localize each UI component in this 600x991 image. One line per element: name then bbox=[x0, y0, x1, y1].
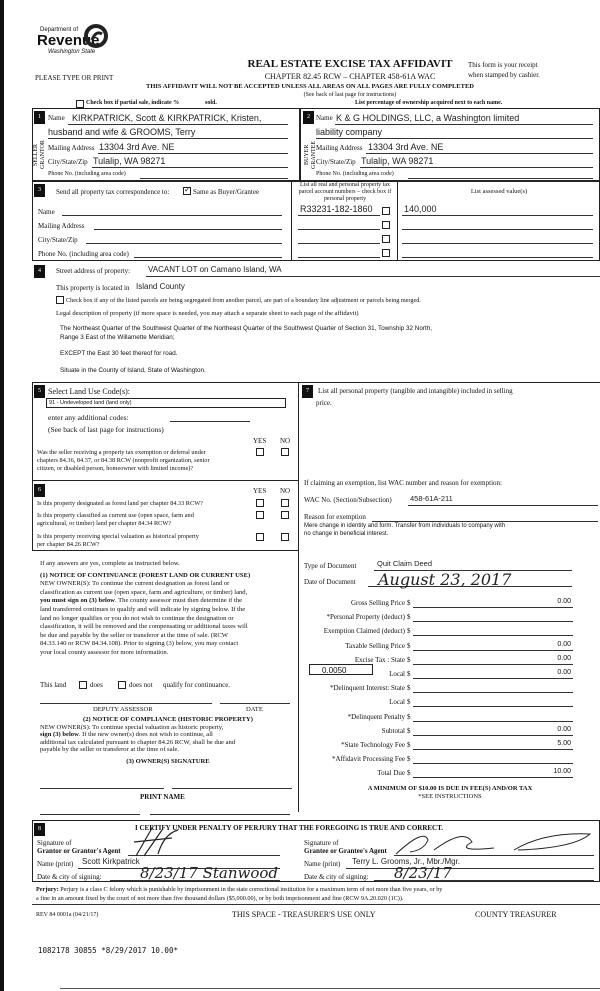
owner-signature-line[interactable] bbox=[172, 788, 292, 789]
personal-property-checkbox[interactable] bbox=[382, 207, 390, 215]
perjury-certification: I CERTIFY UNDER PENALTY OF PERJURY THAT THE FOREGOING IS TRUE AND CORRECT. bbox=[135, 824, 444, 832]
notice-text: NEW OWNER(S): To continue special valuation as historic property, bbox=[40, 723, 224, 731]
notice-text-bold: sign (3) below bbox=[40, 731, 79, 739]
fee-label: Gross Selling Price bbox=[350, 599, 405, 607]
assessed-value[interactable]: 140,000 bbox=[404, 204, 437, 214]
perjury-text: Perjury is a class C felony which is punishable by imprisonment in the state correctional institution for a maximum term of not more than five years, or by bbox=[58, 886, 443, 893]
fee-label: Subtotal bbox=[381, 726, 405, 735]
fee-line bbox=[413, 607, 573, 608]
notice-text-bold: you must sign on (3) below bbox=[40, 597, 115, 605]
fee-line bbox=[413, 664, 573, 665]
exemption-reason-text[interactable]: no change in beneficial interest. bbox=[304, 531, 389, 537]
fee-label: Total Due bbox=[377, 769, 405, 778]
correspondence-city-field[interactable] bbox=[86, 243, 282, 244]
buyer-name-line2[interactable]: liability company bbox=[316, 127, 383, 137]
notice-text: NEW OWNER(S): To continue the current designation as forest land or bbox=[40, 580, 230, 588]
city-label: City/State/Zip bbox=[48, 158, 88, 166]
form-revision: REV 84 0001a (04/21/17) bbox=[36, 912, 99, 918]
notice-text: classification, it will be removed and the compensating or additional taxes will bbox=[40, 623, 248, 631]
see-back-note: (See back of last page for instructions) bbox=[303, 92, 397, 98]
historic-yes-checkbox[interactable] bbox=[256, 533, 264, 541]
yes-header: YES bbox=[253, 437, 267, 445]
fee-value[interactable]: 5.00 bbox=[557, 740, 571, 747]
currency-symbol: $ bbox=[407, 755, 411, 764]
section-number: 1 bbox=[34, 111, 45, 124]
section-number: 4 bbox=[34, 265, 45, 278]
wac-label: WAC No. (Section/Subsection) bbox=[304, 496, 392, 504]
date-city-label: Date & city of signing: bbox=[304, 873, 369, 881]
fee-label: Local bbox=[389, 698, 405, 707]
exemption-no-checkbox[interactable] bbox=[281, 448, 289, 456]
currency-symbol: $ bbox=[407, 769, 411, 778]
deputy-assessor-line[interactable] bbox=[40, 703, 212, 704]
perjury-text: a fine in an amount fixed by the court of not more than five thousand dollars ($5,000.00), or by both imprisonment and fine (RCW 9A.20.020 (1C)). bbox=[36, 895, 404, 902]
logo-line2: Revenue bbox=[37, 32, 100, 49]
does-not-qualify-checkbox[interactable] bbox=[118, 681, 126, 689]
street-address-label: Street address of property: bbox=[56, 267, 131, 275]
name-print-label: Name (print) bbox=[304, 860, 341, 868]
currency-symbol: $ bbox=[407, 670, 411, 678]
fee-value[interactable]: 0.00 bbox=[557, 598, 571, 605]
yes-header: YES bbox=[253, 487, 267, 495]
correspondence-phone-field[interactable] bbox=[134, 257, 282, 258]
question-text: citizen, or disabled person, homeowner with limited income)? bbox=[37, 465, 194, 472]
segregation-checkbox[interactable] bbox=[56, 296, 64, 304]
county-treasurer-label: COUNTY TREASURER bbox=[475, 910, 557, 919]
print-name-label: PRINT NAME bbox=[140, 793, 185, 801]
grantee-date-field[interactable]: 8/23/17 bbox=[394, 864, 452, 882]
seller-address-field[interactable]: 13304 3rd Ave. NE bbox=[99, 142, 175, 152]
notice-text: classification as current use (open space, farm and agriculture, or timber) land, bbox=[40, 588, 248, 596]
seller-side-label: SELLER GRANTOR bbox=[33, 140, 46, 170]
located-label: This property is located in bbox=[56, 284, 130, 292]
fee-label: *Personal Property (deduct) bbox=[326, 613, 405, 622]
personal-property-checkbox[interactable] bbox=[382, 249, 390, 257]
deputy-assessor-label: DEPUTY ASSESSOR bbox=[93, 706, 153, 713]
owner-signature-title: (3) OWNER(S) SIGNATURE bbox=[126, 757, 210, 765]
minimum-fee-notice: A MINIMUM OF $10.00 IS DUE IN FEE(S) AND/OR TAX bbox=[367, 785, 533, 792]
fee-label: *Delinquent Interest: State bbox=[329, 684, 405, 693]
acceptance-warning: THIS AFFIDAVIT WILL NOT BE ACCEPTED UNLESS ALL AREAS ON ALL PAGES ARE FULLY COMPLETED bbox=[146, 83, 474, 90]
question-text: Was the seller receiving a property tax exemption or deferral under bbox=[37, 449, 206, 456]
name-print-label: Name (print) bbox=[37, 860, 74, 868]
correspondence-address-field[interactable] bbox=[94, 229, 282, 230]
send-correspondence-label: Send all property tax correspondence to: bbox=[56, 188, 170, 196]
assessed-value-header: List assessed value(s) bbox=[470, 188, 528, 195]
section-number: 2 bbox=[303, 111, 314, 124]
form-title: REAL ESTATE EXCISE TAX AFFIDAVIT bbox=[247, 58, 453, 70]
date-label: DATE bbox=[246, 706, 263, 713]
no-header: NO bbox=[280, 437, 291, 445]
buyer-address-field[interactable]: 13304 3rd Ave. NE bbox=[368, 142, 444, 152]
section-number: 3 bbox=[34, 184, 45, 197]
legal-description-label: Legal description of property (if more space is needed, you may attach a separate sheet to each page of the affidavit) bbox=[56, 310, 359, 317]
doc-date-label: Date of Document bbox=[304, 578, 356, 586]
county-field[interactable]: Island County bbox=[136, 282, 185, 291]
currency-symbol: $ bbox=[407, 684, 411, 693]
fee-value[interactable]: 0.00 bbox=[557, 640, 571, 648]
if-yes-text: If any answers are yes, complete as instructed below. bbox=[40, 560, 180, 567]
grantor-signature bbox=[128, 824, 188, 860]
notice-text: land transferred continues to qualify and will indicate by signing below. If the bbox=[40, 605, 246, 613]
does-qualify-checkbox[interactable] bbox=[79, 681, 87, 689]
buyer-side-label: BUYER GRANTEE bbox=[304, 141, 317, 169]
currency-symbol: $ bbox=[407, 698, 411, 707]
exemption-yes-checkbox[interactable] bbox=[256, 448, 264, 456]
currency-symbol: $ bbox=[407, 655, 411, 664]
correspondence-name-field[interactable] bbox=[62, 215, 282, 216]
grantor-date-city-field[interactable]: 8/23/17 Stanwood bbox=[140, 864, 279, 882]
fee-line bbox=[413, 635, 573, 636]
signature-of-label: Signature of bbox=[37, 839, 72, 847]
grantee-agent-label: Grantee or Grantee's Agent bbox=[304, 847, 387, 855]
phone-label: Phone No. (including area code) bbox=[48, 171, 126, 177]
name-label: Name bbox=[316, 114, 333, 122]
logo-swirl-icon bbox=[84, 24, 108, 48]
does-not-label: does not bbox=[129, 681, 153, 689]
legal-description-line: Situate in the County of Island, State of Washington. bbox=[60, 367, 206, 374]
exemption-label: If claiming an exemption, list WAC number and reason for exemption: bbox=[304, 479, 502, 487]
currency-symbol: $ bbox=[407, 613, 411, 622]
grantee-name-field[interactable]: Terry L. Grooms, Jr., Mbr./Mgr. bbox=[352, 857, 461, 866]
fee-line bbox=[413, 678, 573, 679]
treasurer-use-label: THIS SPACE - TREASURER'S USE ONLY bbox=[232, 910, 376, 919]
land-use-value: 91 - Undeveloped land (land only) bbox=[49, 400, 132, 406]
notice-text: payable by the seller or transferor at the time of sale. bbox=[40, 746, 179, 754]
ownership-note: List percentage of ownership acquired next to each name. bbox=[355, 100, 503, 106]
wac-field[interactable]: 458-61A-211 bbox=[410, 494, 453, 503]
doc-date-field[interactable]: August 23, 2017 bbox=[378, 570, 512, 589]
mailing-address-label: Mailing Address bbox=[38, 222, 85, 230]
parcel-header: List all real and personal property tax parcel account numbers – check box if personal property bbox=[298, 182, 392, 202]
street-address-field[interactable]: VACANT LOT on Camano Island, WA bbox=[148, 265, 282, 274]
fee-line bbox=[413, 706, 573, 707]
legal-description-line: EXCEPT the East 30 feet thereof for road. bbox=[60, 350, 178, 357]
fee-value[interactable]: 10.00 bbox=[553, 768, 571, 776]
question-text: Is this property receiving special valuation as historical property bbox=[37, 533, 199, 540]
fee-line bbox=[413, 777, 573, 778]
fee-line bbox=[413, 650, 573, 651]
assessor-date-line[interactable] bbox=[220, 703, 290, 704]
notice-text: be due and payable by the seller or transferor at the time of sale. (RCW bbox=[40, 631, 229, 639]
notice-text: . The county assessor must then determine if the bbox=[114, 597, 243, 605]
buyer-city-field[interactable]: Tulalip, WA 98271 bbox=[361, 156, 434, 166]
land-use-title: Select Land Use Code(s): bbox=[48, 387, 130, 396]
parcel-number[interactable]: R33231-182-1860 bbox=[300, 204, 373, 214]
legal-description-line: Range 3 East of the Willamette Meridian; bbox=[60, 334, 175, 341]
historic-no-checkbox[interactable] bbox=[281, 533, 289, 541]
partial-sale-label: Check box if partial sale, indicate % bbox=[86, 100, 180, 106]
mailing-address-label: Mailing Address bbox=[316, 144, 363, 152]
please-type: PLEASE TYPE OR PRINT bbox=[35, 74, 114, 82]
local-rate-value: 0.0050 bbox=[322, 666, 347, 675]
notice-block bbox=[40, 560, 296, 658]
notice-text: . If the new owner(s) does not wish to continue, all bbox=[78, 731, 213, 739]
current-use-yes-checkbox[interactable] bbox=[256, 511, 264, 519]
partial-sale-checkbox[interactable] bbox=[76, 100, 84, 108]
fee-value[interactable]: 0.00 bbox=[557, 725, 571, 733]
seller-name-line2[interactable]: husband and wife & GROOMS, Terry bbox=[48, 127, 196, 137]
personal-property-checkbox[interactable] bbox=[382, 221, 390, 229]
fee-line bbox=[413, 763, 573, 764]
notice-text: 84.33.140 or RCW 84.34.108). Prior to signing (3) below, you may contact bbox=[40, 640, 239, 648]
scan-edge bbox=[0, 0, 4, 991]
question-text: Is this property classified as current use (open space, farm and bbox=[37, 512, 194, 519]
doc-type-field[interactable]: Quit Claim Deed bbox=[377, 559, 433, 568]
section-number: 8 bbox=[34, 823, 45, 836]
additional-codes-label: enter any additional codes: bbox=[48, 413, 129, 422]
currency-symbol: $ bbox=[407, 726, 411, 735]
notice-compliance-title: (2) NOTICE OF COMPLIANCE (HISTORIC PROPERTY) bbox=[83, 716, 253, 723]
doc-type-label: Type of Document bbox=[304, 562, 357, 570]
grantor-agent-label: Grantor or Grantor's Agent bbox=[37, 847, 121, 855]
currency-symbol: $ bbox=[407, 641, 411, 650]
notice-text: additional tax calculated pursuant to chapter 84.26 RCW, shall be due and bbox=[40, 738, 236, 746]
fee-line bbox=[413, 621, 573, 622]
currency-symbol: $ bbox=[407, 712, 411, 721]
compliance-block bbox=[40, 716, 296, 766]
currency-symbol: $ bbox=[407, 627, 411, 636]
reason-label: Reason for exemption bbox=[304, 513, 366, 521]
segregation-label: Check box if any of the listed parcels are being segregated from another parcel, are part of a boundary line adjustment or parcels being merged. bbox=[66, 297, 421, 304]
exemption-reason-text[interactable]: Mere change in identity and form. Transfer from individuals to company with bbox=[304, 523, 506, 529]
forest-yes-checkbox[interactable] bbox=[256, 499, 264, 507]
question-text: per chapter 84.26 RCW? bbox=[37, 541, 100, 548]
fee-line bbox=[413, 692, 573, 693]
currency-symbol: $ bbox=[407, 599, 411, 607]
fee-label: *Delinquent Penalty bbox=[347, 712, 405, 721]
name-label: Name bbox=[38, 208, 55, 216]
qualify-label: qualify for continuance. bbox=[163, 681, 231, 689]
section-number: 5 bbox=[34, 385, 45, 398]
no-header: NO bbox=[280, 487, 291, 495]
notice-text: land no longer qualifies or you do not wish to continue the designation or bbox=[40, 614, 234, 622]
owner-signature-line[interactable] bbox=[40, 788, 164, 789]
seller-city-field[interactable]: Tulalip, WA 98271 bbox=[93, 156, 166, 166]
sold-label: sold. bbox=[205, 100, 217, 106]
currency-symbol: $ bbox=[407, 741, 411, 749]
notice-text: your local county assessor for more information. bbox=[40, 648, 169, 656]
phone-label: Phone No. (including area code) bbox=[38, 250, 129, 258]
perjury-label: Perjury: bbox=[36, 886, 59, 893]
receipt-line2: when stamped by cashier. bbox=[468, 71, 540, 79]
section-number: 6 bbox=[34, 484, 45, 497]
cashier-stamp: 1082178 30855 *8/29/2017 10.00* bbox=[38, 946, 178, 955]
form-chapter: CHAPTER 82.45 RCW – CHAPTER 458-61A WAC bbox=[264, 72, 436, 81]
legal-description-line: The Northeast Quarter of the Southwest Quarter of the Northeast Quarter of the Southwest Quarter of Section 31, Township 32 North, bbox=[60, 325, 432, 332]
city-label: City/State/Zip bbox=[316, 158, 356, 166]
current-use-no-checkbox[interactable] bbox=[281, 511, 289, 519]
fee-label: Exemption Claimed (deduct) bbox=[323, 627, 405, 636]
receipt-line1: This form is your receipt bbox=[468, 61, 538, 69]
fee-label: Local bbox=[389, 670, 405, 678]
fee-value[interactable]: 0.00 bbox=[557, 669, 571, 676]
personal-property-checkbox[interactable] bbox=[382, 235, 390, 243]
same-as-buyer-label: Same as Buyer/Grantee bbox=[193, 188, 260, 196]
personal-property-label: price. bbox=[316, 399, 332, 407]
fee-label: *Affidavit Processing Fee bbox=[332, 755, 405, 764]
city-label: City/State/Zip bbox=[38, 236, 78, 244]
question-text: chapters 84.36, 84.37, or 84.38 RCW (nonprofit organization, senior bbox=[37, 457, 210, 464]
mailing-address-label: Mailing Address bbox=[48, 144, 95, 152]
fee-line bbox=[413, 721, 573, 722]
seller-name-line1[interactable]: KIRKPATRICK, Scott & KIRKPATRICK, Kristen, bbox=[72, 113, 262, 123]
this-land-label: This land bbox=[40, 681, 67, 689]
see-back-label: (See back of last page for instructions) bbox=[48, 425, 164, 434]
additional-codes-field[interactable] bbox=[170, 421, 250, 422]
name-label: Name bbox=[48, 114, 65, 122]
fee-value[interactable]: 0.00 bbox=[557, 654, 571, 662]
land-use-select[interactable] bbox=[46, 398, 286, 408]
phone-label: Phone No. (including area code) bbox=[316, 171, 394, 177]
same-as-buyer-checkbox[interactable]: ✓ bbox=[184, 185, 191, 194]
logo-line3: Washington State bbox=[48, 49, 96, 55]
grantee-signature bbox=[394, 826, 594, 858]
signature-of-label: Signature of bbox=[304, 839, 339, 847]
see-instructions: *SEE INSTRUCTIONS bbox=[418, 793, 482, 800]
logo-line1: Department of bbox=[40, 27, 79, 33]
section-number: 7 bbox=[302, 385, 313, 398]
does-label: does bbox=[90, 681, 103, 689]
fee-line bbox=[413, 735, 573, 736]
question-text: Is this property designated as forest land per chapter 84.33 RCW? bbox=[37, 500, 203, 507]
notice-continuance-title: (1) NOTICE OF CONTINUANCE (FOREST LAND OR CURRENT USE) bbox=[40, 571, 251, 579]
fee-label: *State Technology Fee bbox=[341, 741, 405, 749]
question-text: agricultural, or timber) land per chapter 84.34 RCW? bbox=[37, 520, 172, 527]
fee-line bbox=[413, 749, 573, 750]
fee-label: Excise Tax : State bbox=[354, 655, 405, 664]
fee-label: Taxable Selling Price bbox=[345, 641, 405, 650]
personal-property-label: List all personal property (tangible and intangible) included in selling bbox=[318, 387, 513, 395]
date-city-label: Date & city of signing: bbox=[37, 873, 102, 881]
forest-no-checkbox[interactable] bbox=[281, 499, 289, 507]
buyer-name-line1[interactable]: K & G HOLDINGS, LLC, a Washington limited bbox=[336, 113, 520, 123]
grantor-name-field[interactable]: Scott Kirkpatrick bbox=[82, 857, 140, 866]
